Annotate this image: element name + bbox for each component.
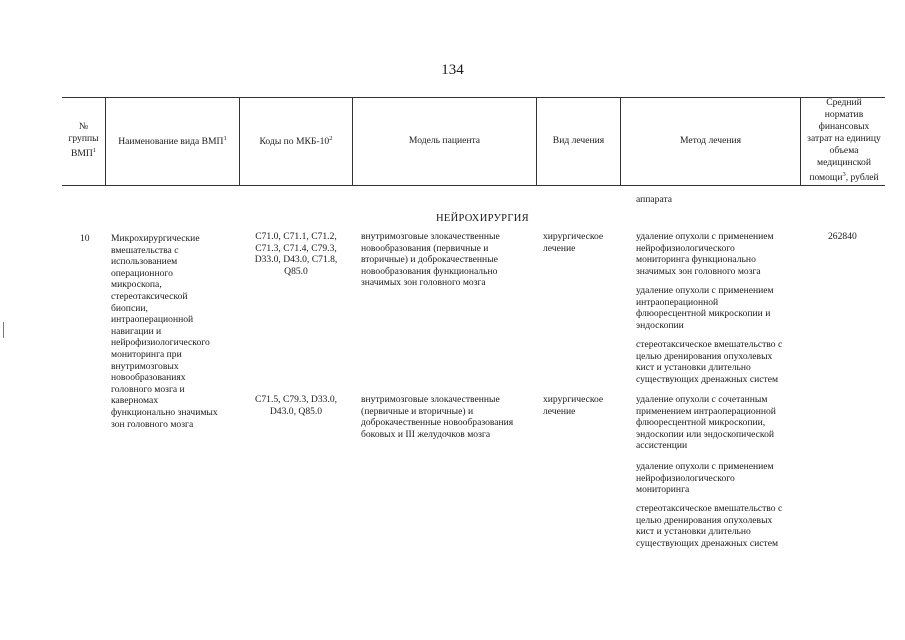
header-treatment-method: Метод лечения [679, 135, 742, 146]
row-method: удаление опухоли с сочетанным применением интраоперационной флюоресцентной микроскопии, эндоскопии или эндоскопической ассистенции [636, 394, 776, 452]
row-codes: C71.5, C79.3, D33.0, D43.0, Q85.0 [254, 394, 338, 417]
header-patient-model: Модель пациента [408, 135, 481, 146]
row-method: стереотаксическое вмешательство с целью дренирования опухолевых кист и установки длительно существующих дренажных систем [636, 339, 783, 385]
table-header-border [62, 185, 885, 186]
group-number: 10 [80, 233, 90, 244]
row-method: удаление опухоли с применением нейрофизиологического мониторинга функционально значимых зон головного мозга [636, 231, 774, 277]
row-treatment-type: хирургическое лечение [543, 394, 604, 417]
page-number: 134 [441, 62, 464, 78]
group-cost: 262840 [828, 231, 857, 242]
header-cost: Средний норматив финансовых затрат на единицу объема медицинской помощи$^3$, рублей [807, 97, 881, 184]
row-method: удаление опухоли с применением нейрофизиологического мониторинга [636, 461, 774, 496]
row-method: стереотаксическое вмешательство с целью дренирования опухолевых кист и установки длительно существующих дренажных систем [636, 503, 783, 549]
row-patient-model: внутримозговые злокачественные (первичные и вторичные) и доброкачественные новообразования боковых и III желудочков мозга [361, 394, 514, 440]
row-treatment-type: хирургическое лечение [543, 231, 604, 254]
header-treatment-type: Вид лечения [552, 135, 605, 146]
section-title: НЕЙРОХИРУРГИЯ [436, 213, 529, 224]
header-group-no: № группы ВМП$^1$ [68, 121, 99, 160]
carry-over-text: аппарата [636, 194, 673, 205]
row-patient-model: внутримозговые злокачественные новообразования (первичные и вторичные) и доброкачественные новообразования функционально значимых зон головного мозга [361, 231, 500, 289]
header-vmp-name: Наименование вида ВМП$^1$ [118, 135, 227, 148]
header-mkb-codes: Коды по МКБ-$10^2$ [259, 135, 333, 148]
group-vmp-name: Микрохирургические вмешательства с использованием операционного микроскопа, стереотаксической биопсии, интраоперационной навигации и нейрофизиологического мониторинга при внутримозговых новообразованиях головного мозга и каверномах функционально значимых зон головного мозга [111, 233, 218, 430]
row-codes: C71.0, C71.1, C71.2, C71.3, C71.4, C79.3, D33.0, D43.0, C71.8, Q85.0 [254, 231, 338, 277]
row-method: удаление опухоли с применением интраоперационной флюоресцентной микроскопии и эндоскопии [636, 285, 774, 331]
scan-margin-mark [3, 322, 4, 338]
